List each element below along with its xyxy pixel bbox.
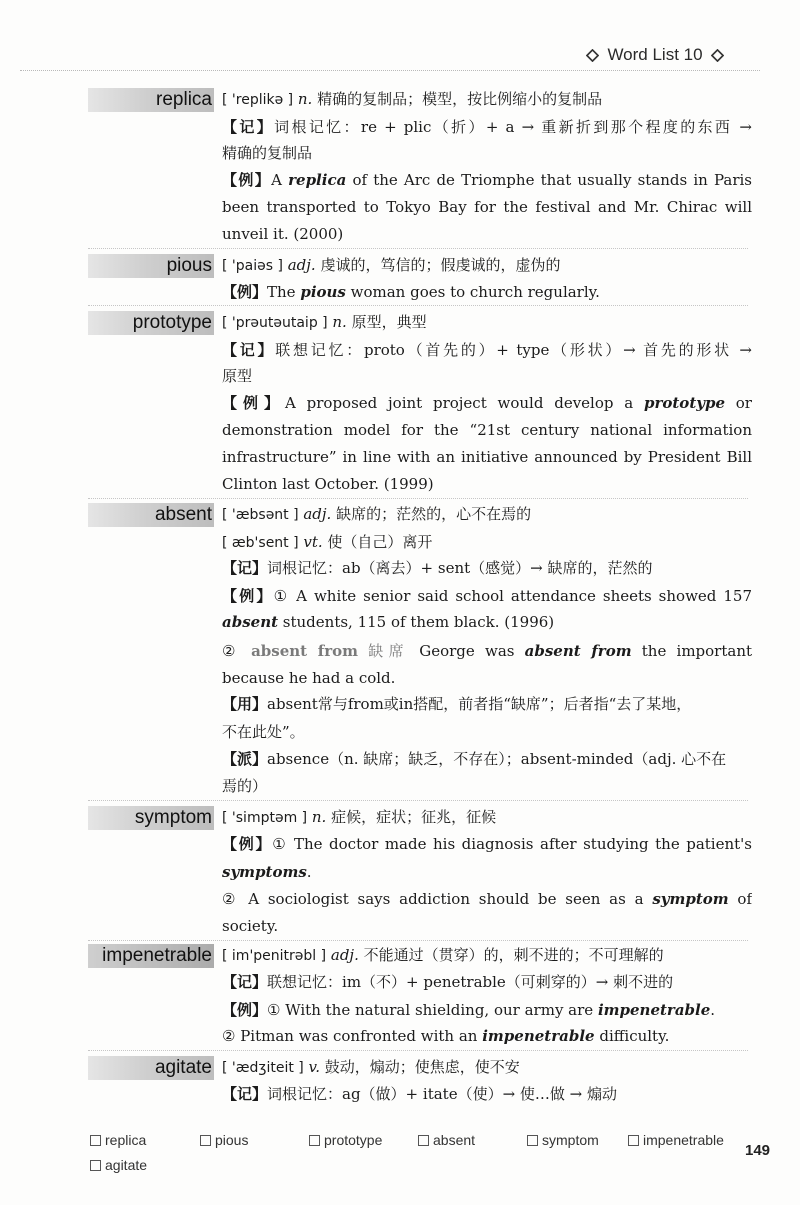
checkbox[interactable] bbox=[527, 1135, 538, 1146]
definition-line: [ im'penitrəbl ] adj. 不能通过（贯穿）的，刺不进的；不可理解的 bbox=[222, 946, 664, 964]
example-line: demonstration model for the “21st century national information bbox=[222, 421, 752, 439]
diamond-icon bbox=[711, 49, 724, 62]
example-line: 【例】The pious woman goes to church regularly. bbox=[222, 283, 600, 301]
word-list-title: Word List 10 bbox=[607, 45, 703, 64]
checklist-item[interactable]: absent bbox=[418, 1132, 475, 1148]
checklist-item[interactable]: agitate bbox=[90, 1157, 147, 1173]
memo-line: 精确的复制品 bbox=[222, 144, 313, 162]
headword-impenetrable: impenetrable bbox=[102, 945, 212, 966]
checkbox[interactable] bbox=[309, 1135, 320, 1146]
example-line: symptoms. bbox=[222, 863, 312, 881]
example-line: unveil it. (2000) bbox=[222, 225, 344, 243]
example-line: 【例】① With the natural shielding, our army are impenetrable. bbox=[222, 1001, 716, 1019]
definition-line: [ 'æbsənt ] adj. 缺席的；茫然的，心不在焉的 bbox=[222, 505, 532, 523]
entry-divider bbox=[88, 940, 748, 941]
example-line: ② absent from 缺席 George was absent from the important bbox=[222, 642, 752, 660]
memo-line: 【记】联想记忆：im（不）+ penetrable（可刺穿的）→ 刺不进的 bbox=[222, 973, 674, 991]
definition-line: [ 'ædʒiteit ] v. 鼓动，煽动；使焦虑，使不安 bbox=[222, 1058, 520, 1076]
checkbox[interactable] bbox=[200, 1135, 211, 1146]
derivative-line: 焉的） bbox=[222, 777, 268, 795]
memo-line: 【记】词根记忆：ag（做）+ itate（使）→ 使…做 → 煽动 bbox=[222, 1085, 618, 1103]
memo-line: 【记】联想记忆：proto（首先的）+ type（形状）→ 首先的形状 → bbox=[222, 341, 752, 359]
checkbox[interactable] bbox=[90, 1135, 101, 1146]
memo-line: 原型 bbox=[222, 367, 253, 385]
memo-line: 【记】词根记忆：re + plic（折）+ a → 重新折到那个程度的东西 → bbox=[222, 118, 752, 136]
definition-line: [ 'replikə ] n. 精确的复制品；模型，按比例缩小的复制品 bbox=[222, 90, 603, 108]
example-line: society. bbox=[222, 917, 279, 935]
checklist-item[interactable]: replica bbox=[90, 1132, 146, 1148]
entry-divider bbox=[88, 305, 748, 306]
example-line: infrastructure” in line with an initiative announced by President Bill bbox=[222, 448, 752, 466]
entry-divider bbox=[88, 800, 748, 801]
derivative-line: 【派】absence（n. 缺席；缺乏，不存在）；absent-minded（adj. 心不在 bbox=[222, 750, 727, 768]
checklist-item[interactable]: prototype bbox=[309, 1132, 382, 1148]
example-line: 【例】A replica of the Arc de Triomphe that usually stands in Paris bbox=[222, 171, 752, 189]
headword-prototype: prototype bbox=[132, 312, 212, 333]
headword-pious: pious bbox=[166, 255, 212, 276]
headword-absent: absent bbox=[154, 504, 212, 525]
headword-replica: replica bbox=[156, 89, 212, 110]
definition-line: [ 'prəutəutaip ] n. 原型，典型 bbox=[222, 313, 427, 331]
memo-line: 【记】词根记忆：ab（离去）+ sent（感觉）→ 缺席的，茫然的 bbox=[222, 559, 653, 577]
entry-divider bbox=[88, 1050, 748, 1051]
example-line: absent students, 115 of them black. (1996) bbox=[222, 613, 555, 631]
checkbox[interactable] bbox=[90, 1160, 101, 1171]
diamond-icon bbox=[586, 49, 599, 62]
checkbox[interactable] bbox=[628, 1135, 639, 1146]
example-line: 【例】① A white senior said school attendance sheets showed 157 bbox=[222, 587, 752, 605]
review-checklist bbox=[90, 1132, 750, 1192]
usage-line: 不在此处”。 bbox=[222, 723, 305, 741]
example-line: ② Pitman was confronted with an impenetrable difficulty. bbox=[222, 1027, 670, 1045]
checklist-item[interactable]: impenetrable bbox=[628, 1132, 724, 1148]
page-number: 149 bbox=[745, 1142, 771, 1159]
headword-agitate: agitate bbox=[154, 1057, 212, 1078]
header-rule bbox=[20, 70, 760, 71]
checklist-item[interactable]: symptom bbox=[527, 1132, 599, 1148]
entry-divider bbox=[88, 498, 748, 499]
example-line: Clinton last October. (1999) bbox=[222, 475, 434, 493]
example-line: because he had a cold. bbox=[222, 669, 396, 687]
definition-line: [ æb'sent ] vt. 使（自己）离开 bbox=[222, 533, 433, 551]
checkbox[interactable] bbox=[418, 1135, 429, 1146]
running-header bbox=[560, 42, 750, 68]
entry-divider bbox=[88, 248, 748, 249]
example-line: been transported to Tokyo Bay for the festival and Mr. Chirac will bbox=[222, 198, 752, 216]
checklist-item[interactable]: pious bbox=[200, 1132, 248, 1148]
definition-line: [ 'simptəm ] n. 症候，症状；征兆，征候 bbox=[222, 808, 497, 826]
usage-line: 【用】absent常与from或in搭配，前者指“缺席”；后者指“去了某地， bbox=[222, 695, 692, 713]
example-line: ② A sociologist says addiction should be seen as a symptom of bbox=[222, 890, 752, 908]
headword-symptom: symptom bbox=[134, 807, 212, 828]
definition-line: [ 'paiəs ] adj. 虔诚的，笃信的；假虔诚的，虚伪的 bbox=[222, 256, 561, 274]
example-line: 【例】A proposed joint project would develop a prototype or bbox=[222, 394, 752, 412]
example-line: 【例】① The doctor made his diagnosis after studying the patient's bbox=[222, 835, 752, 853]
